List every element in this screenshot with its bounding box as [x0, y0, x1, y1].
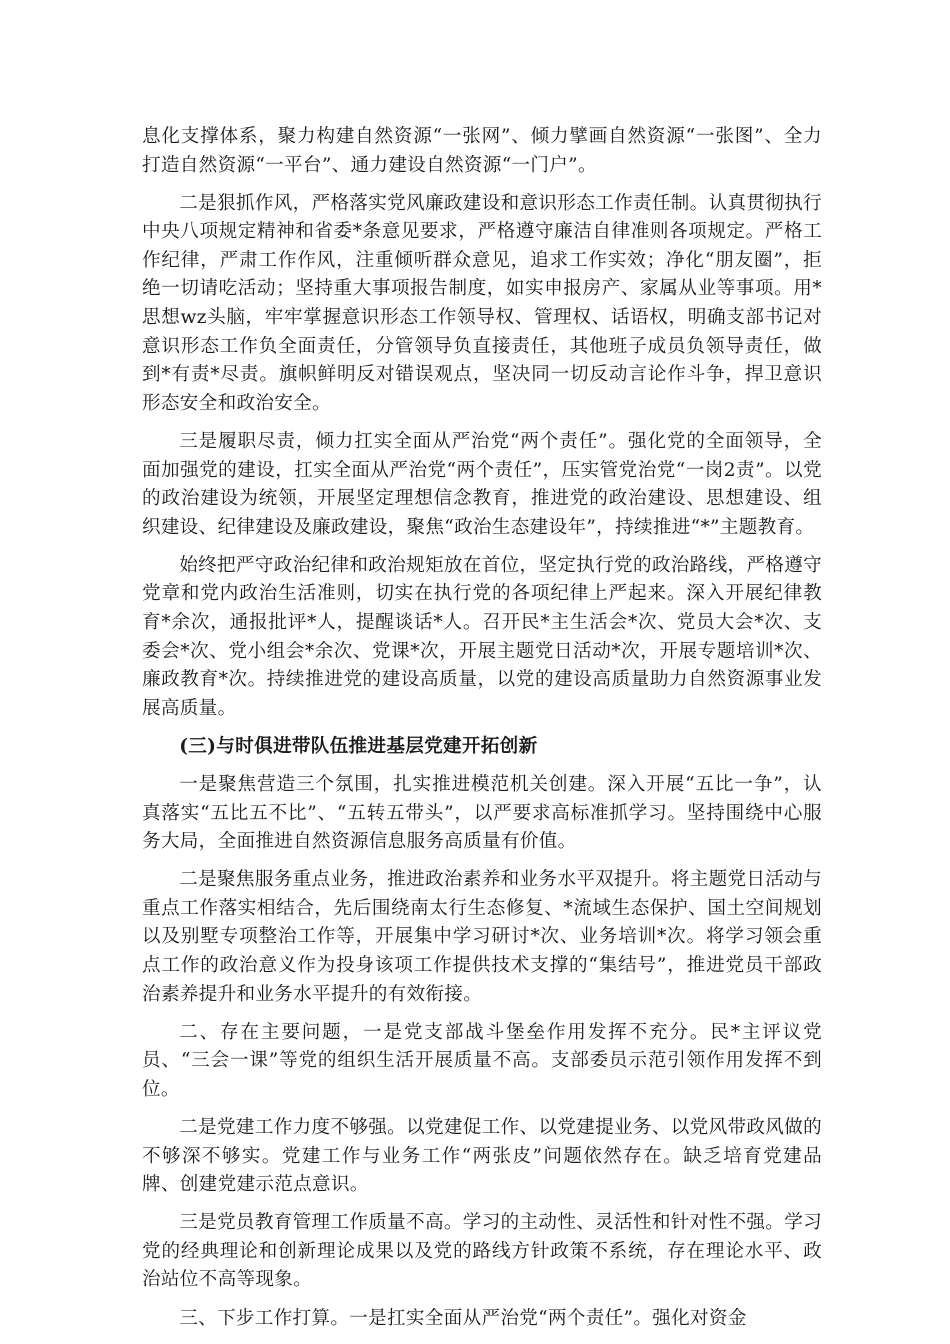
paragraph: 三、下步工作打算。一是扛实全面从严治党“两个责任”。强化对资金	[179, 1307, 747, 1329]
paragraph: 二是聚焦服务重点业务，推进政治素养和业务水平双提升。将主题党日活动与重点工作落实相结合，先后围绕南太行生态修复、*流域生态保护、国土空间规划以及别墅专项整治工作等，开展集中学习研讨*次、业务培训*次。将学习领会重点工作的政治意义作为投身该项工作提供技术支撑的“集结号”，推进党员干部政治素养提升和业务水平提升的有效衔接。	[142, 869, 822, 1005]
paragraph: 息化支撑体系，聚力构建自然资源“一张网”、倾力擘画自然资源“一张图”、全力打造自然资源“一平台”、通力建设自然资源“一门户”。	[142, 126, 822, 176]
paragraph: 始终把严守政治纪律和政治规矩放在首位，坚定执行党的政治路线，严格遵守党章和党内政治生活准则，切实在执行党的各项纪律上严起来。深入开展纪律教育*余次，通报批评*人，提醒谈话*人。召开民*主生活会*次、党员大会*次、支委会*次、党小组会*余次、党课*次，开展主题党日活动*次，开展专题培训*次、廉政教育*次。持续推进党的建设高质量，以党的建设高质量助力自然资源事业发展高质量。	[142, 554, 822, 719]
document-body	[142, 123, 822, 1343]
paragraph: 三是履职尽责，倾力扛实全面从严治党“两个责任”。强化党的全面领导，全面加强党的建设，扛实全面从严治党“两个责任”，压实管党治党“一岗2责”。以党的政治建设为统领，开展坚定理想信念教育，推进党的政治建设、思想建设、组织建设、纪律建设及廉政建设，聚焦“政治生态建设年”，持续推进“*”主题教育。	[142, 430, 822, 538]
paragraph: 二是党建工作力度不够强。以党建促工作、以党建提业务、以党风带政风做的不够深不够实。党建工作与业务工作“两张皮”问题依然存在。缺乏培育党建品牌、创建党建示范点意识。	[142, 1117, 822, 1196]
paragraph: 二是狠抓作风，严格落实党风廉政建设和意识形态工作责任制。认真贯彻执行中央八项规定精神和省委*条意见要求，严格遵守廉洁自律准则各项规定。严格工作纪律，严肃工作作风，注重倾听群众意见，追求工作实效；净化“朋友圈”，拒绝一切请吃活动；坚持重大事项报告制度，如实申报房产、家属从业等事项。用*思想wz头脑，牢牢掌握意识形态工作领导权、管理权、话语权，明确支部书记对意识形态工作负全面责任，分管领导负直接责任，其他班子成员负领导责任，做到*有责*尽责。旗帜鲜明反对错误观点，坚决同一切反动言论作斗争，捍卫意识形态安全和政治安全。	[142, 192, 822, 414]
section-heading: (三)与时俱进带队伍推进基层党建开拓创新	[179, 735, 538, 757]
paragraph: 三是党员教育管理工作质量不高。学习的主动性、灵活性和针对性不强。学习党的经典理论和创新理论成果以及党的路线方针政策不系统，存在理论水平、政治站位不高等现象。	[142, 1212, 822, 1291]
paragraph: 二、存在主要问题，一是党支部战斗堡垒作用发挥不充分。民*主评议党员、“三会一课”等党的组织生活开展质量不高。支部委员示范引领作用发挥不到位。	[142, 1021, 822, 1100]
paragraph: 一是聚焦营造三个氛围，扎实推进模范机关创建。深入开展“五比一争”，认真落实“五比五不比”、“五转五带头”，以严要求高标准抓学习。坚持围绕中心服务大局，全面推进自然资源信息服务高质量有价值。	[142, 773, 822, 853]
